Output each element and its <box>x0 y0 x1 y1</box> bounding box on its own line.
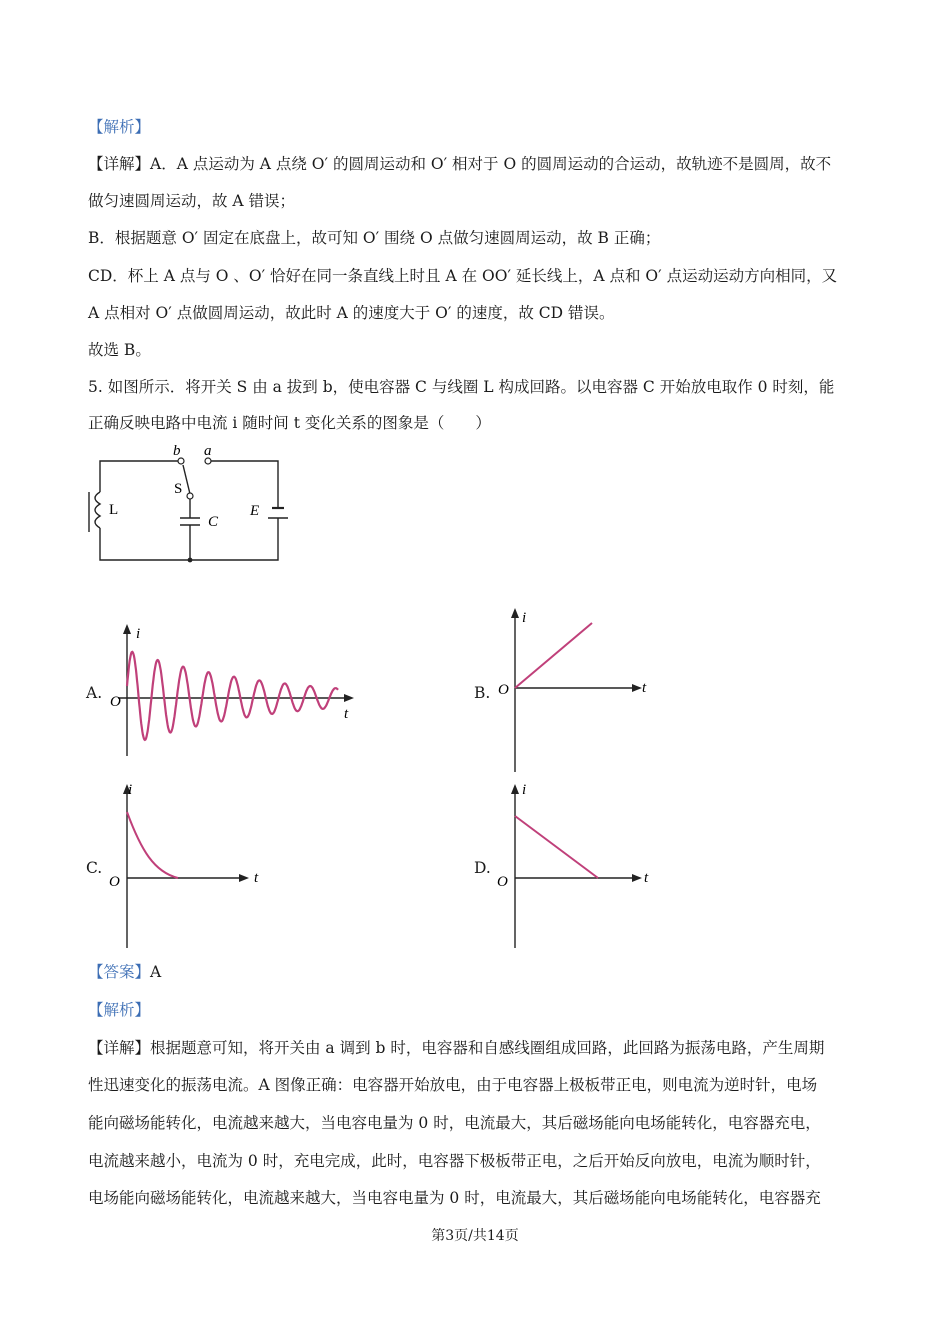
option-d-label: D. <box>474 859 491 877</box>
answer-line <box>88 962 161 982</box>
graph-c-x-label: t <box>254 870 259 886</box>
graph-b-x-label: t <box>642 680 647 696</box>
graph-d <box>494 780 664 950</box>
decreasing-line <box>515 816 598 878</box>
inductor-label: L <box>109 502 119 518</box>
graph-c <box>106 780 276 950</box>
damped-oscillation-curve <box>127 652 338 740</box>
question-5-line-2: 正确反映电路中电流 i 随时间 t 变化关系的图象是（ ） <box>88 414 491 432</box>
graph-c-y-label: i <box>128 782 133 798</box>
graph-d-x-label: t <box>644 870 649 886</box>
analysis-tag-2: 【解析】 <box>88 1001 151 1019</box>
decay-curve <box>127 812 178 878</box>
explanation-line-1: 【详解】根据题意可知，将开关由 a 调到 b 时，电容器和自感线圈组成回路，此回路为振荡电路，产生周期 <box>88 1039 825 1057</box>
graph-d-origin-label: O <box>497 874 508 890</box>
answer-value: A <box>150 963 162 981</box>
graph-d-y-label: i <box>522 782 527 798</box>
explanation-line-3: 能向磁场能转化，电流越来越大，当电容电量为 0 时，电流最大，其后磁场能向电场能转化，电容器充电， <box>88 1114 821 1132</box>
option-a-label: A. <box>86 684 103 702</box>
detail-paragraph-3a: CD．杯上 A 点与 O 、O′ 恰好在同一条直线上时且 A 在 OO′ 延长线上，A 点和 O′ 点运动运动方向相同，又 <box>88 267 838 285</box>
graph-b-y-label: i <box>522 610 527 626</box>
increasing-line <box>515 623 592 688</box>
capacitor-label: C <box>208 514 219 530</box>
graph-b <box>494 606 664 772</box>
option-b-label: B. <box>474 684 491 702</box>
conclusion-line: 故选 B。 <box>88 341 151 359</box>
circuit-diagram <box>80 440 300 572</box>
graph-a <box>106 620 366 760</box>
detail-paragraph-1a: 【详解】A．A 点运动为 A 点绕 O′ 的圆周运动和 O′ 相对于 O 的圆周运动的合运动，故轨迹不是圆周，故不 <box>88 155 832 173</box>
answer-tag: 【答案】 <box>88 963 151 981</box>
explanation-line-2: 性迅速变化的振荡电流。A 图像正确：电容器开始放电，由于电容器上极板带正电，则电流为逆时针，电场 <box>88 1076 818 1094</box>
graph-c-origin-label: O <box>109 874 120 890</box>
graph-a-origin-label: O <box>110 694 121 710</box>
graph-b-origin-label: O <box>498 682 509 698</box>
switch-terminal-a-label: a <box>204 443 212 459</box>
detail-paragraph-2: B．根据题意 O′ 固定在底盘上，故可知 O′ 围绕 O 点做匀速圆周运动，故 B 正确； <box>88 229 661 247</box>
battery-label: E <box>250 503 260 519</box>
option-c-label: C. <box>86 859 103 877</box>
page-footer: 第3页/共14页 <box>431 1228 519 1244</box>
analysis-tag: 【解析】 <box>88 118 151 136</box>
detail-paragraph-1b: 做匀速圆周运动，故 A 错误； <box>88 192 296 210</box>
detail-paragraph-3b: A 点相对 O′ 点做圆周运动，故此时 A 的速度大于 O′ 的速度，故 CD 错误。 <box>88 304 615 322</box>
switch-s-label: S <box>174 481 183 497</box>
explanation-line-5: 电场能向磁场能转化，电流越来越大，当电容电量为 0 时，电流最大，其后磁场能向电场能转化，电容器充 <box>88 1189 821 1207</box>
graph-a-y-label: i <box>136 626 141 642</box>
explanation-line-4: 电流越来越小，电流为 0 时，充电完成，此时，电容器下极板带正电，之后开始反向放电，电流为顺时针， <box>88 1152 821 1170</box>
graph-a-x-label: t <box>344 706 349 722</box>
question-5-line-1: 5. 如图所示．将开关 S 由 a 拔到 b，使电容器 C 与线圈 L 构成回路。以电容器 C 开始放电取作 0 时刻，能 <box>88 378 835 396</box>
switch-terminal-b-label: b <box>173 443 181 459</box>
